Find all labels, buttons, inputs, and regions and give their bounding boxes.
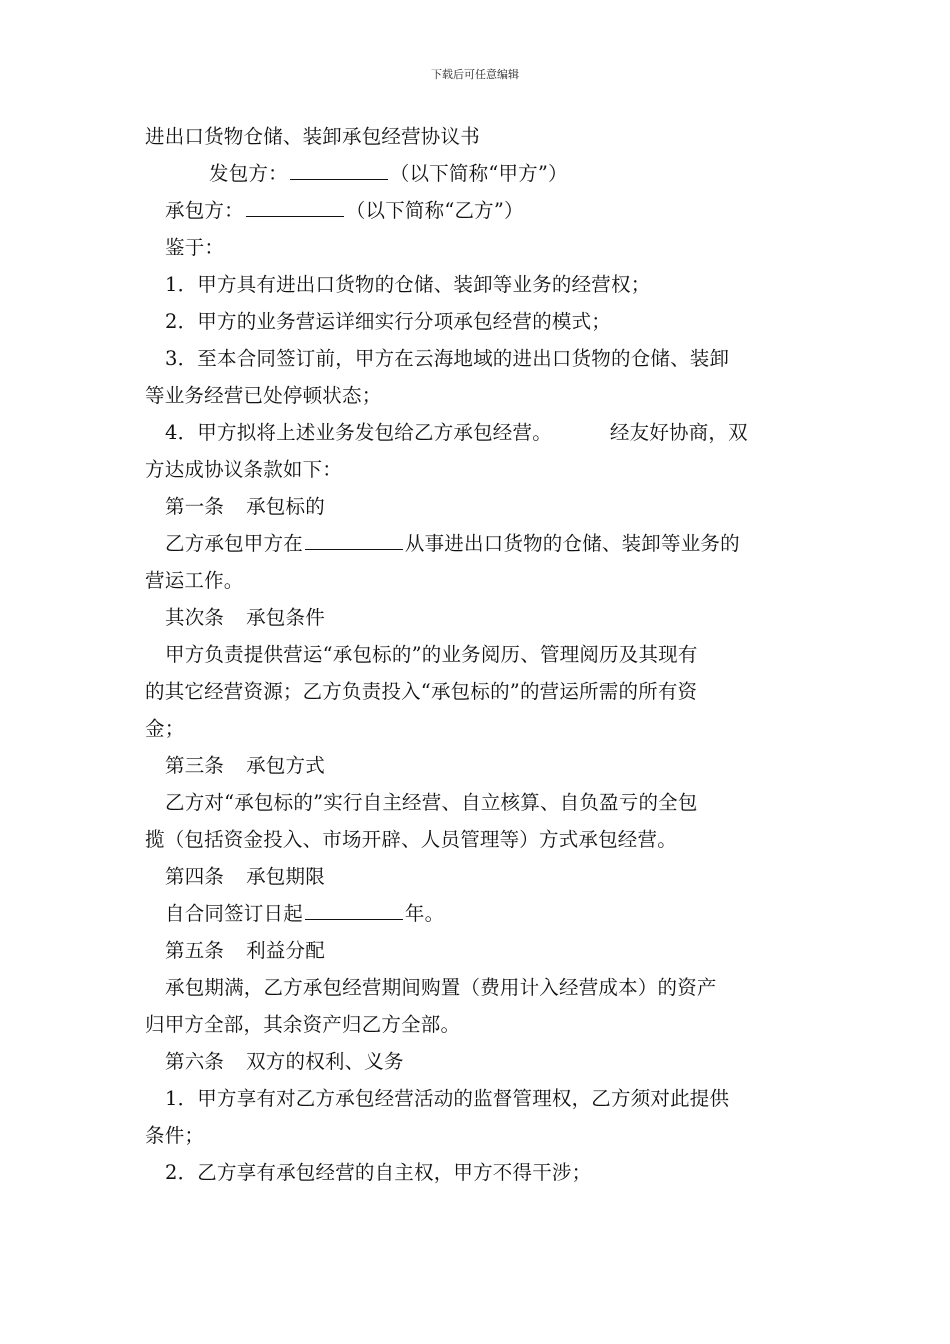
- party-a-blank: [290, 157, 388, 180]
- party-b-suffix: （以下简称“乙方”）: [345, 199, 524, 222]
- whereas-item-3-cont: 等业务经营已处停顿状态；: [145, 384, 382, 407]
- page-header: 下载后可任意编辑: [431, 68, 519, 81]
- whereas-heading: 鉴于：: [165, 236, 225, 259]
- article-1-number: 第一条: [165, 495, 225, 518]
- article-5-title: 利益分配: [246, 939, 325, 962]
- article-1-blank: [305, 527, 403, 550]
- party-a-label: 发包方：: [209, 162, 288, 185]
- article-4-number: 第四条: [165, 865, 225, 888]
- party-b-label: 承包方：: [165, 199, 244, 222]
- article-6-item-2: 2．乙方享有承包经营的自主权，甲方不得干涉；: [165, 1161, 592, 1184]
- article-6-item-1-cont: 条件；: [145, 1124, 205, 1147]
- article-2-text-1: 甲方负责提供营运“承包标的”的业务阅历、管理阅历及其现有: [165, 643, 698, 666]
- article-3-text-2: 揽（包括资金投入、市场开辟、人员管理等）方式承包经营。: [145, 828, 677, 851]
- whereas-item-2: 2．甲方的业务营运详细实行分项承包经营的模式；: [165, 310, 612, 333]
- article-1-text-cont: 营运工作。: [145, 569, 244, 592]
- article-4-text: [145, 895, 807, 932]
- article-4-blank: [305, 897, 403, 920]
- article-5-heading: [145, 932, 807, 969]
- whereas-item-3: 3．至本合同签订前，甲方在云海地域的进出口货物的仓储、装卸: [165, 347, 730, 370]
- article-1-heading: [145, 488, 807, 525]
- whereas-item-4-text: 4．甲方拟将上述业务发包给乙方承包经营。: [165, 421, 552, 444]
- document-title: 进出口货物仓储、装卸承包经营协议书: [145, 125, 480, 148]
- article-6-title: 双方的权利、义务: [246, 1050, 404, 1073]
- article-3-text-1: 乙方对“承包标的”实行自主经营、自立核算、自负盈亏的全包: [165, 791, 698, 814]
- article-1-text: [145, 525, 807, 562]
- article-2-number: 其次条: [165, 606, 225, 629]
- article-1-title: 承包标的: [246, 495, 325, 518]
- article-5-text-1: 承包期满，乙方承包经营期间购置（费用计入经营成本）的资产: [165, 976, 717, 999]
- article-3-heading: [145, 747, 807, 784]
- article-6-heading: [145, 1043, 807, 1080]
- article-4-title: 承包期限: [246, 865, 325, 888]
- document-body: [145, 118, 807, 1191]
- article-6-number: 第六条: [165, 1050, 225, 1073]
- whereas-item-1: 1．甲方具有进出口货物的仓储、装卸等业务的经营权；: [165, 273, 651, 296]
- article-2-title: 承包条件: [246, 606, 325, 629]
- party-a-line: [145, 155, 807, 192]
- whereas-item-4: [145, 414, 807, 451]
- article-1-text-b: 从事进出口货物的仓储、装卸等业务的: [404, 532, 740, 555]
- article-4-text-b: 年。: [404, 902, 445, 925]
- party-b-blank: [246, 194, 344, 217]
- article-3-title: 承包方式: [246, 754, 325, 777]
- article-3-number: 第三条: [165, 754, 225, 777]
- whereas-item-4-text2: 经友好协商，双: [609, 421, 748, 444]
- article-2-text-2: 的其它经营资源；乙方负责投入“承包标的”的营运所需的所有资: [145, 680, 698, 703]
- article-2-heading: [145, 599, 807, 636]
- article-6-item-1: 1．甲方享有对乙方承包经营活动的监督管理权，乙方须对此提供: [165, 1087, 730, 1110]
- article-2-text-3: 金；: [145, 717, 185, 740]
- article-4-text-a: 自合同签订日起: [165, 902, 303, 925]
- party-b-line: [145, 192, 807, 229]
- article-5-text-2: 归甲方全部，其余资产归乙方全部。: [145, 1013, 461, 1036]
- article-4-heading: [145, 858, 807, 895]
- article-1-text-a: 乙方承包甲方在: [165, 532, 303, 555]
- whereas-item-4-cont: 方达成协议条款如下：: [145, 458, 343, 481]
- party-a-suffix: （以下简称“甲方”）: [389, 162, 568, 185]
- article-5-number: 第五条: [165, 939, 225, 962]
